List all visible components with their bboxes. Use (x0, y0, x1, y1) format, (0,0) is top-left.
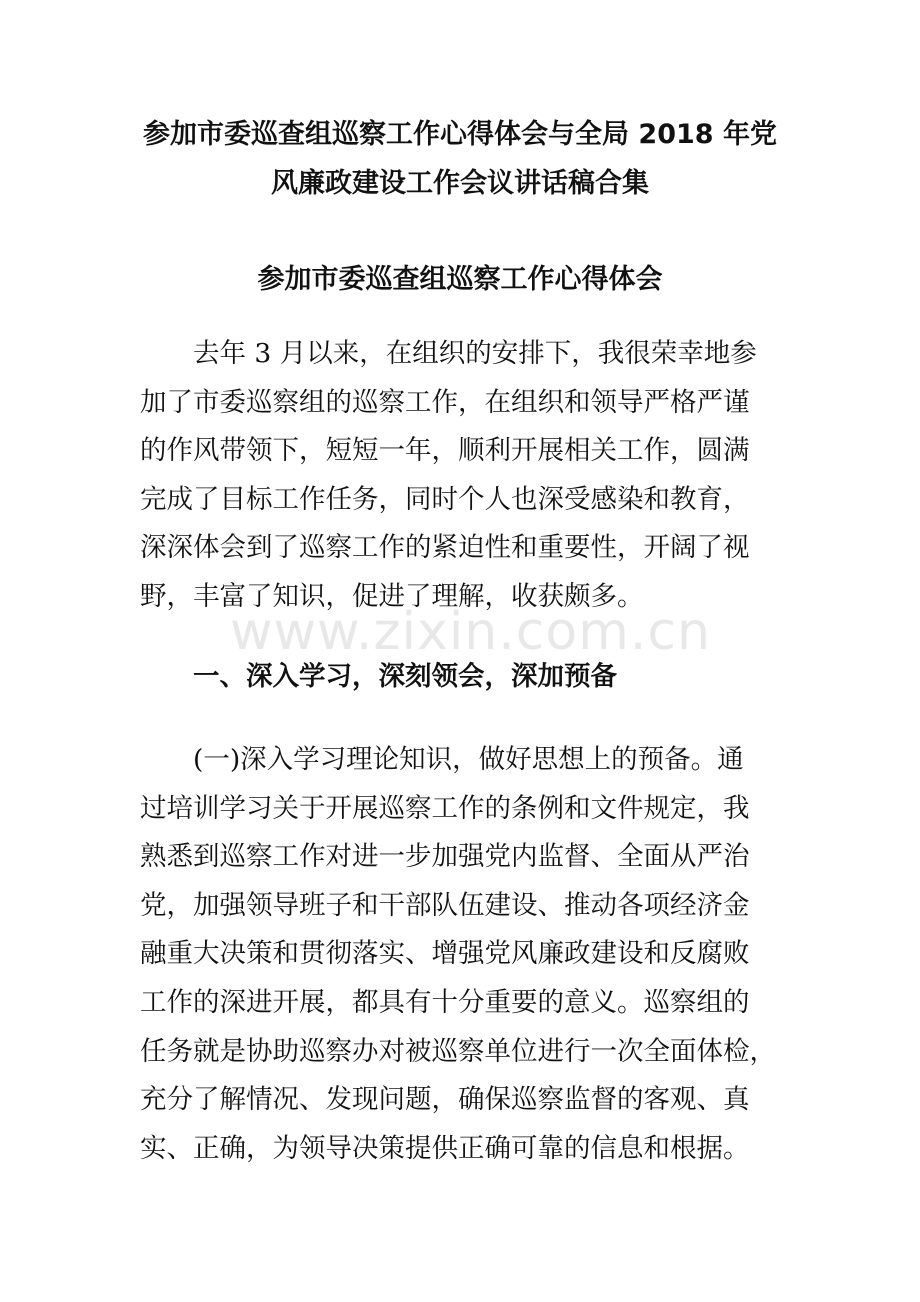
subheading: 一、深入学习，深刻领会，深加预备 (193, 661, 617, 692)
section-title: 参加市委巡查组巡察工作心得体会 (257, 264, 663, 295)
paragraph-line: 充分了解情况、发现问题，确保巡察监督的客观、真 (140, 1084, 750, 1116)
paragraph-study (140, 736, 790, 1173)
paragraph-line: 过培训学习关于开展巡察工作的条例和文件规定，我 (140, 792, 750, 824)
paragraph-line: 任务就是协助巡察办对被巡察单位进行一次全面体检， (140, 1035, 776, 1067)
paragraph-line: 完成了目标工作任务，同时个人也深受感染和教育， (140, 483, 750, 515)
document-title (130, 110, 790, 208)
document-title-line: 风廉政建设工作会议讲话稿合集 (271, 168, 649, 199)
paragraph-line: 实、正确，为领导决策提供正确可靠的信息和根据。 (140, 1132, 750, 1164)
paragraph-line: 加了市委巡察组的巡察工作，在组织和领导严格严谨 (140, 386, 750, 418)
paragraph-line: (一)深入学习理论知识，做好思想上的预备。通 (193, 744, 744, 775)
watermark: www.zixin.com.cn (230, 602, 711, 662)
paragraph-line: 熟悉到巡察工作对进一步加强党内监督、全面从严治 (140, 841, 750, 873)
paragraph-line: 融重大决策和贯彻落实、增强党风廉政建设和反腐败 (140, 938, 750, 970)
paragraph-line: 的作风带领下，短短一年，顺利开展相关工作，圆满 (140, 435, 750, 467)
paragraph-line: 深深体会到了巡察工作的紧迫性和重要性，开阔了视 (140, 532, 750, 564)
paragraph-line: 党，加强领导班子和干部队伍建设、推动各项经济金 (140, 889, 750, 921)
paragraph-line: 野，丰富了知识，促进了理解，收获颇多。 (140, 580, 644, 612)
paragraph-line: 工作的深进开展，都具有十分重要的意义。巡察组的 (140, 986, 750, 1018)
document-title-line: 参加市委巡查组巡察工作心得体会与全局 2018 年党 (143, 119, 777, 150)
paragraph-line: 去年 3 月以来，在组织的安排下，我很荣幸地参 (193, 338, 757, 369)
paragraph-intro (140, 330, 790, 622)
